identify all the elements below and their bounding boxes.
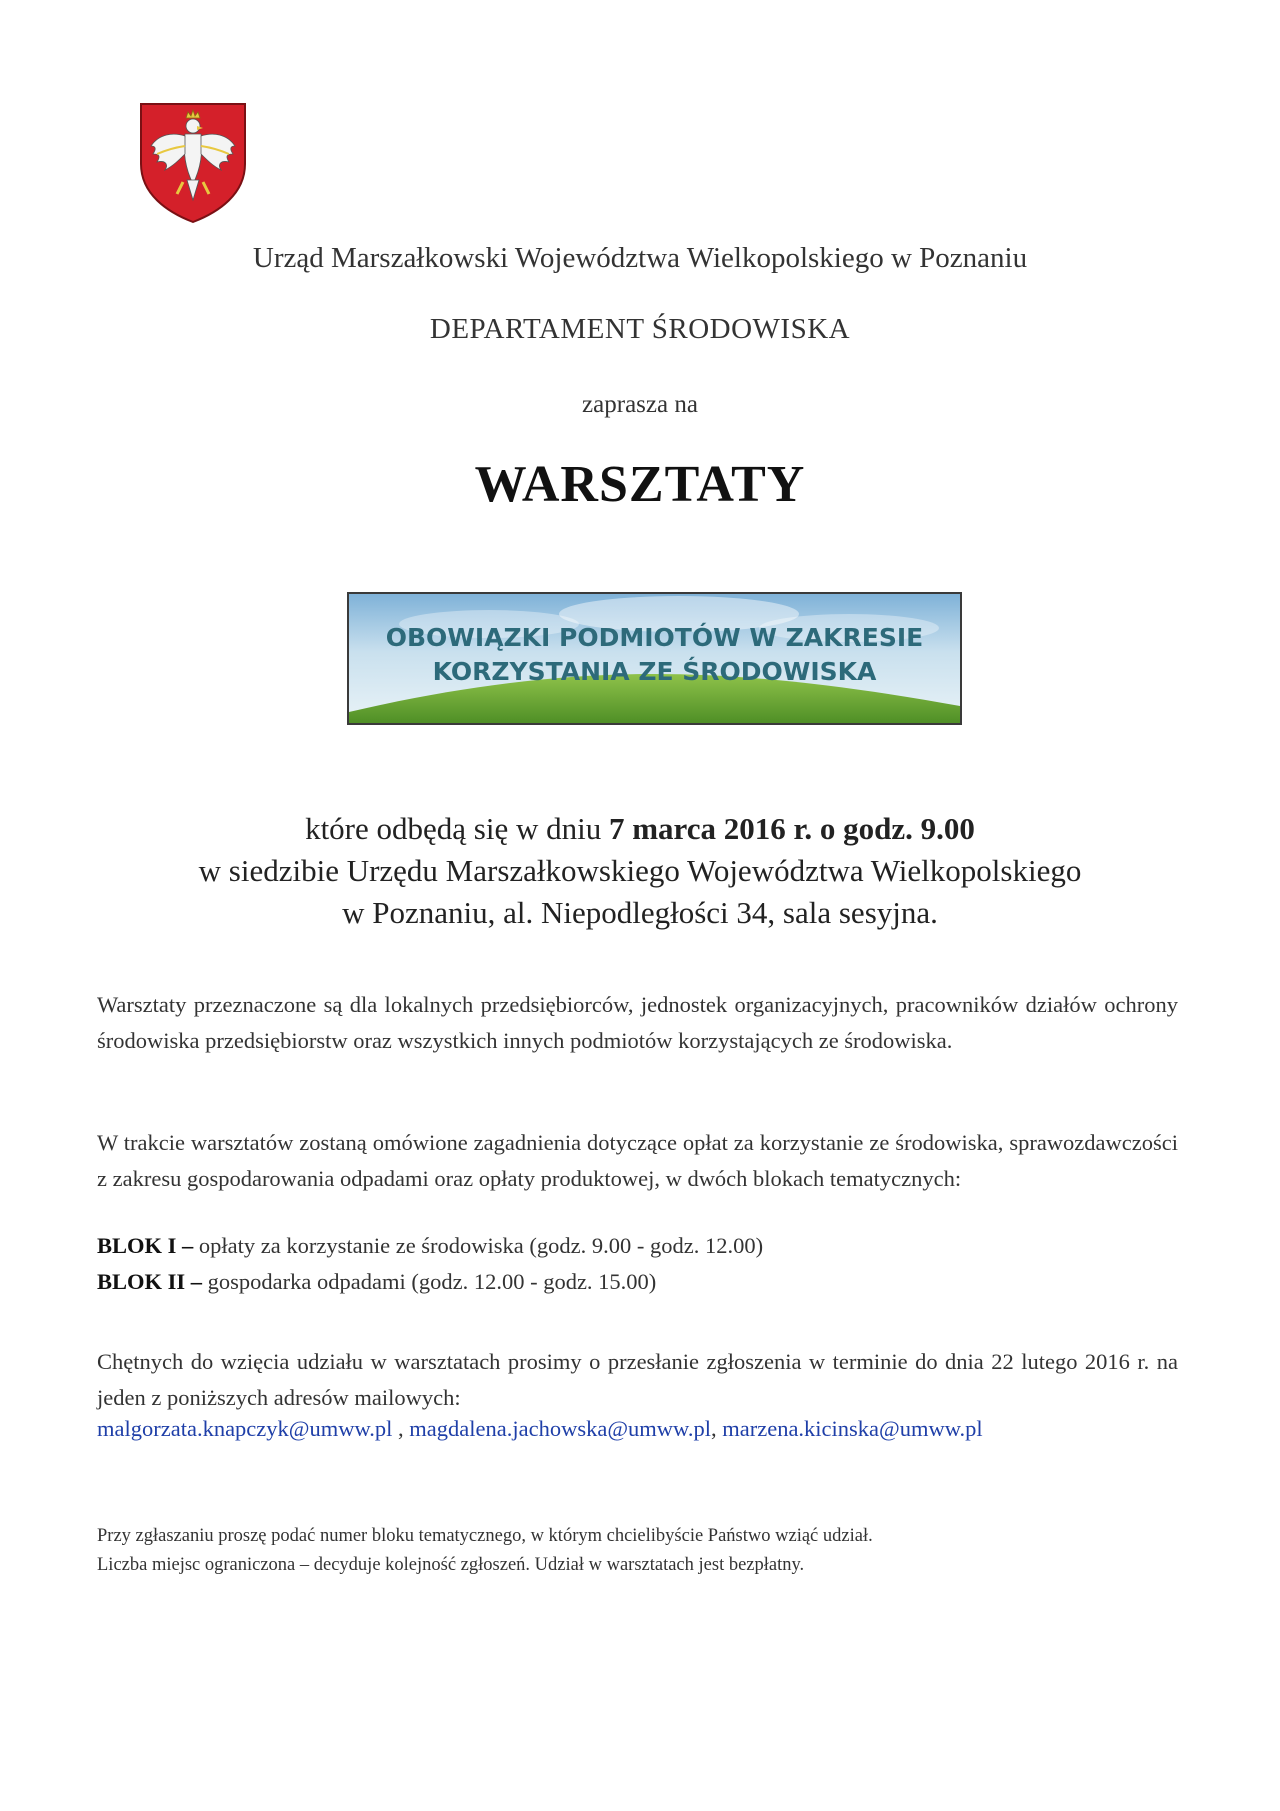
email-link-2[interactable]: magdalena.jachowska@umww.pl	[409, 1416, 711, 1441]
email-separator: ,	[710, 1416, 723, 1441]
note-limited-seats: Liczba miejsc ograniczona – decyduje kolejność zgłoszeń. Udział w warsztatach jest bezpłatny.	[97, 1555, 805, 1575]
block-1-label: BLOK I –	[97, 1233, 194, 1258]
banner-line-2: KORZYSTANIA ZE ŚRODOWISKA	[432, 657, 877, 686]
event-location-line-1: w siedzibie Urzędu Marszałkowskiego Województwa Wielkopolskiego	[198, 853, 1082, 888]
coat-of-arms-logo	[139, 102, 247, 224]
department-name: DEPARTAMENT ŚRODOWISKA	[429, 313, 851, 345]
paragraph-audience: Warsztaty przeznaczone są dla lokalnych przedsiębiorców, jednostek organizacyjnych, pracowników działów ochrony środowiska przedsiębiorstw oraz wszystkich innych podmiotów korzystających ze środowiska.	[97, 992, 1178, 1053]
topic-banner	[347, 592, 962, 725]
block-1	[97, 1233, 763, 1259]
page-title: WARSZTATY	[474, 456, 806, 513]
note-block-number: Przy zgłaszaniu proszę podać numer bloku tematycznego, w którym chcielibyście Państwo wziąć udział.	[97, 1526, 873, 1546]
event-location-line-2: w Poznaniu, al. Niepodległości 34, sala sesyjna.	[342, 895, 938, 930]
email-list	[97, 1416, 983, 1442]
event-date: 7 marca 2016 r. o godz. 9.00	[608, 811, 975, 846]
banner-line-1: OBOWIĄZKI PODMIOTÓW W ZAKRESIE	[385, 623, 924, 652]
event-prefix: które odbędą się w dniu	[305, 811, 609, 846]
paragraph-topics: W trakcie warsztatów zostaną omówione zagadnienia dotyczące opłat za korzystanie ze środowiska, sprawozdawczości z zakresu gospodarowania odpadami oraz opłaty produktowej, w dwóch blokach tematycznych:	[97, 1130, 1178, 1191]
event-details	[0, 808, 1280, 934]
event-date-line	[0, 808, 1280, 850]
email-link-3[interactable]: marzena.kicinska@umww.pl	[722, 1416, 983, 1441]
organization-name: Urząd Marszałkowski Województwa Wielkopolskiego w Poznaniu	[252, 242, 1028, 274]
block-2-label: BLOK II –	[97, 1269, 203, 1294]
email-link-1[interactable]: malgorzata.knapczyk@umww.pl	[97, 1416, 393, 1441]
paragraph-registration: Chętnych do wzięcia udziału w warsztatach prosimy o przesłanie zgłoszenia w terminie do dnia 22 lutego 2016 r. na jeden z poniższych adresów mailowych:	[97, 1349, 1178, 1410]
block-2	[97, 1269, 656, 1295]
email-separator: ,	[392, 1416, 410, 1441]
block-2-text: gospodarka odpadami (godz. 12.00 - godz. 15.00)	[202, 1269, 657, 1294]
invite-text: zaprasza na	[582, 391, 698, 418]
block-1-text: opłaty za korzystanie ze środowiska (godz. 9.00 - godz. 12.00)	[193, 1233, 764, 1258]
